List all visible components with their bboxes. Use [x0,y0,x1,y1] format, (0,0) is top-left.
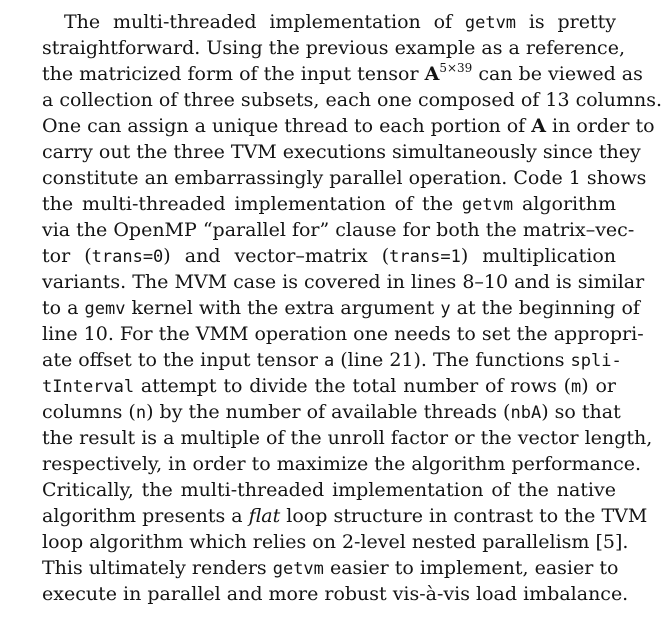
text-line [42,35,625,61]
text-line [42,451,642,477]
text-line [42,529,629,555]
code-term: getvm [272,559,324,579]
text-run: a collection of three subsets, each one composed of 13 columns. [42,89,662,111]
text-line [64,9,616,35]
text-run: A [424,63,440,85]
text-line [42,581,629,607]
text-line [42,347,622,373]
text-run: the result is a multiple of the unroll factor or the vector length, [42,427,653,449]
code-term: a [323,351,335,371]
superscript: 5×39 [439,61,473,75]
text-line [42,295,640,321]
text-line [42,269,645,295]
text-run: ) or [581,375,617,397]
text-run: to a [42,297,85,319]
text-run: easier to implement, easier to [323,557,619,579]
code-term: spli- [570,351,622,371]
text-line [42,477,616,503]
code-term: m [571,377,582,397]
text-run: ate offset to the input tensor [42,349,324,371]
text-line [42,217,635,243]
text-run: constitute an embarrassingly parallel operation. Code 1 shows [42,167,647,189]
text-run: via the OpenMP “parallel for” clause for both the matrix–vec- [42,219,635,241]
text-line [42,503,648,529]
text-run: at the beginning of [450,297,640,319]
text-run: One can assign a unique thread to each portion of [42,115,532,137]
text-line [42,191,616,217]
text-run: is pretty [516,11,616,33]
text-run: respectively, in order to maximize the algorithm performance. [42,453,642,475]
text-run: in order to [546,115,655,137]
text-run: This ultimately renders [42,557,273,579]
text-run: straightforward. Using the previous example as a reference, [42,37,625,59]
text-run: attempt to divide the total number of rows ( [134,375,572,397]
text-run: flat [248,505,281,527]
text-run: loop structure in contrast to the TVM [280,505,648,527]
text-run: variants. The MVM case is covered in lines 8–10 and is similar [42,271,645,293]
text-run: columns ( [42,401,136,423]
text-line [42,399,621,425]
text-line [42,243,616,269]
text-run: carry out the three TVM executions simultaneously since they [42,141,641,163]
text-run: can be viewed as [472,63,643,85]
text-run: Critically, the multi-threaded implementation of the native [42,479,616,501]
text-run: kernel with the extra argument [125,297,441,319]
text-run: execute in parallel and more robust vis-à-vis load imbalance. [42,583,629,605]
code-term: trans=1 [389,247,461,267]
text-run: the multi-threaded implementation of the [42,193,462,215]
text-run: loop algorithm which relies on 2-level nested parallelism [5]. [42,531,629,553]
text-line [42,555,619,581]
text-line [42,113,655,139]
text-run: (line 21). The functions [334,349,571,371]
code-term: getvm [464,13,517,33]
text-line [42,87,662,113]
text-line [42,425,653,451]
code-term: tInterval [42,377,135,397]
code-term: getvm [461,195,514,215]
text-line [42,165,647,191]
text-run: A [531,115,546,137]
text-line [42,61,643,87]
code-term: nbA [510,403,542,423]
text-run: algorithm [513,193,617,215]
text-run: algorithm presents a [42,505,249,527]
text-run: The multi-threaded implementation of [64,11,465,33]
text-line [42,373,616,399]
text-line [42,139,641,165]
text-run: the matricized form of the input tensor [42,63,425,85]
text-run: ) by the number of available threads ( [146,401,511,423]
text-run: ) and vector–matrix ( [163,245,390,267]
text-run: line 10. For the VMM operation one needs to set the appropri- [42,323,644,345]
code-term: n [135,403,147,423]
text-run: ) multiplication [460,245,616,267]
code-term: y [440,299,451,319]
code-term: trans=0 [91,247,164,267]
code-term: gemv [84,299,126,319]
text-line [42,321,644,347]
text-run: tor ( [42,245,92,267]
text-run: ) so that [541,401,621,423]
